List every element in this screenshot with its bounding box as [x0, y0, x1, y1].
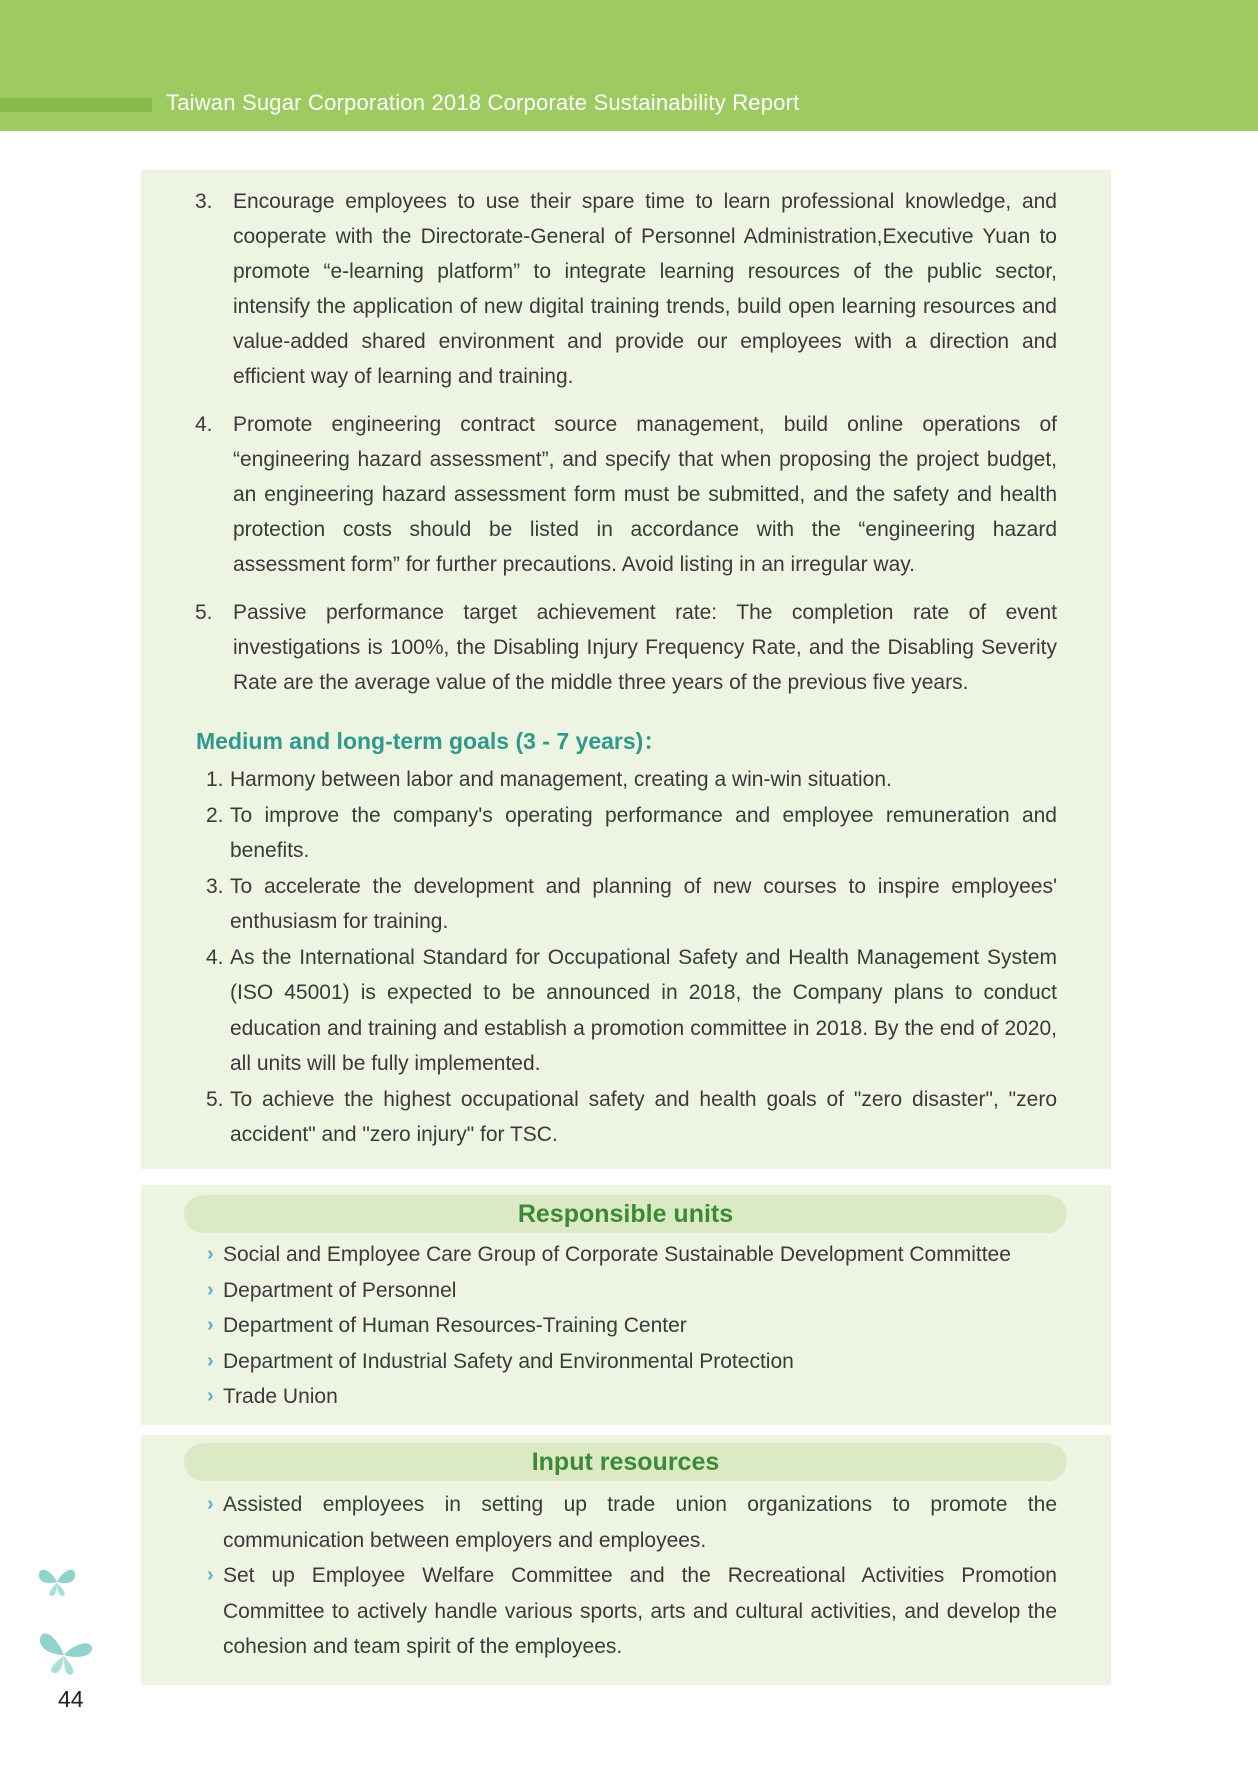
item-text: To accelerate the development and planning of new courses to inspire employees' enthusiasm for training.	[230, 874, 1057, 933]
list-item	[207, 1558, 1057, 1665]
item-text: Encourage employees to use their spare time to learn professional knowledge, and cooperate with the Directorate-General of Personnel Administration,Executive Yuan to promote “e-learning platform” to integrate learning resources of the public sector, intensify the application of new digital training trends, build open learning resources and value-added shared environment and provide our employees with a direction and efficient way of learning and training.	[233, 190, 1057, 388]
list-item	[207, 1379, 1057, 1415]
list-item	[207, 1344, 1057, 1380]
input-resources-panel	[141, 1435, 1111, 1685]
item-text: Social and Employee Care Group of Corporate Sustainable Development Committee	[223, 1243, 1011, 1266]
list-item	[207, 1487, 1057, 1558]
list-item	[206, 940, 1057, 1082]
list-item	[195, 184, 1057, 394]
page-number: 44	[58, 1686, 84, 1712]
item-text: Department of Industrial Safety and Environmental Protection	[223, 1349, 794, 1373]
list-item	[195, 407, 1057, 582]
item-number: 3.	[195, 190, 213, 213]
item-text: Assisted employees in setting up trade union organizations to promote the communication between employers and employees.	[223, 1493, 1057, 1552]
item-text: Passive performance target achievement rate: The completion rate of event investigations is 100%, the Disabling Injury Frequency Rate, and the Disabling Severity Rate are the average value of the middle three years of the previous five years.	[233, 601, 1057, 694]
chevron-right-icon: ›	[207, 1278, 214, 1301]
responsible-units-list	[207, 1237, 1057, 1415]
item-number: 4.	[195, 413, 213, 436]
item-text: Harmony between labor and management, creating a win-win situation.	[230, 768, 892, 791]
list-item	[207, 1308, 1057, 1344]
butterfly-icon	[36, 1562, 78, 1602]
list-item	[206, 762, 1057, 798]
item-text: Trade Union	[223, 1385, 338, 1408]
chevron-right-icon: ›	[207, 1349, 214, 1372]
item-text: Department of Human Resources-Training Center	[223, 1314, 687, 1337]
item-number: 1.	[206, 768, 224, 791]
input-resources-heading: Input resources	[184, 1443, 1067, 1481]
chevron-right-icon: ›	[207, 1493, 214, 1515]
chevron-right-icon: ›	[207, 1385, 214, 1407]
item-text: Promote engineering contract source management, build online operations of “engineering hazard assessment”, and specify that when proposing the project budget, an engineering hazard assessment form must be submitted, and the safety and health protection costs should be listed in accordance with the “engineering hazard assessment form” for further precautions. Avoid listing in an irregular way.	[233, 413, 1057, 576]
item-number: 5.	[206, 1087, 224, 1111]
chevron-right-icon: ›	[207, 1243, 214, 1265]
list-item	[206, 798, 1057, 869]
butterfly-icon	[34, 1625, 96, 1683]
chevron-right-icon: ›	[207, 1564, 214, 1586]
report-title: Taiwan Sugar Corporation 2018 Corporate Sustainability Report	[166, 90, 800, 115]
responsible-units-heading: Responsible units	[184, 1195, 1067, 1233]
short-term-goals-list	[195, 184, 1057, 713]
item-number: 5.	[195, 601, 213, 624]
item-text: To improve the company's operating performance and employee remuneration and benefits.	[230, 803, 1057, 862]
header-accent-stripe	[0, 98, 152, 112]
list-item	[207, 1273, 1057, 1309]
item-text: To achieve the highest occupational safety and health goals of "zero disaster", "zero accident" and "zero injury" for TSC.	[230, 1087, 1057, 1146]
list-item	[206, 869, 1057, 940]
list-item	[206, 1082, 1057, 1153]
item-text: Department of Personnel	[223, 1278, 457, 1302]
chevron-right-icon: ›	[207, 1314, 214, 1336]
goals-panel	[141, 170, 1111, 1169]
medium-long-term-heading: Medium and long-term goals (3 - 7 years)：	[196, 728, 667, 754]
item-number: 4.	[206, 945, 224, 969]
list-item	[207, 1237, 1057, 1273]
item-text: As the International Standard for Occupational Safety and Health Management System (ISO 45001) is expected to be announced in 2018, the Company plans to conduct education and training and establish a promotion committee in 2018. By the end of 2020, all units will be fully implemented.	[230, 945, 1057, 1075]
item-number: 3.	[206, 874, 224, 898]
list-item	[195, 595, 1057, 700]
input-resources-list	[207, 1487, 1057, 1665]
medium-long-term-goals-list	[206, 762, 1057, 1153]
page-header	[0, 0, 1258, 131]
responsible-units-panel	[141, 1185, 1111, 1425]
item-text: Set up Employee Welfare Committee and the Recreational Activities Promotion Committee to actively handle various sports, arts and cultural activities, and develop the cohesion and team spirit of the employees.	[223, 1564, 1057, 1658]
item-number: 2.	[206, 803, 224, 827]
